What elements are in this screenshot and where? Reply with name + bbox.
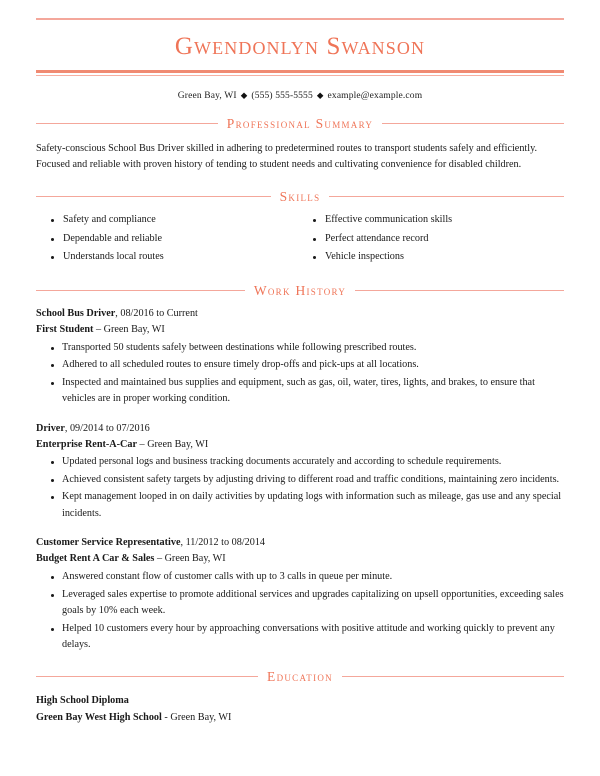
- candidate-name: Gwendonlyn Swanson: [174, 33, 426, 60]
- list-item: Effective communication skills: [310, 212, 564, 229]
- contact-line: [36, 76, 564, 101]
- section-rule-right: [382, 123, 564, 124]
- list-item: Helped 10 customers every hour by approaching conversations with positive attitude and working quickly to prevent any delays.: [48, 621, 564, 654]
- list-item: Dependable and reliable: [48, 231, 300, 248]
- job-title-line: [36, 306, 564, 322]
- list-item: Vehicle inspections: [310, 249, 564, 266]
- education-entry: [36, 693, 564, 726]
- job-bullets: [36, 569, 564, 654]
- job-entry: [36, 306, 564, 408]
- section-title-work-history: Work History: [253, 282, 347, 298]
- job-employer: Enterprise Rent-A-Car: [36, 438, 137, 450]
- job-entry: [36, 421, 564, 523]
- job-entry: [36, 535, 564, 653]
- work-history-list: [36, 306, 564, 654]
- section-title-skills: Skills: [279, 188, 321, 204]
- list-item: Updated personal logs and business tracking documents accurately and according to schedule requirements.: [48, 454, 564, 471]
- section-header-summary: [36, 117, 564, 131]
- job-role: Driver: [36, 422, 65, 434]
- list-item: Transported 50 students safely between destinations while following prescribed routes.: [48, 340, 564, 357]
- job-location: – Green Bay, WI: [93, 323, 165, 335]
- skills-column-right: [300, 212, 564, 268]
- job-dates: , 11/2012 to 08/2014: [180, 537, 266, 549]
- skills-list-right: [310, 212, 564, 266]
- list-item: Answered constant flow of customer calls with up to 3 calls in queue per minute.: [48, 569, 564, 586]
- education-school-line: [36, 710, 564, 727]
- job-bullets: [36, 340, 564, 408]
- job-bullets: [36, 454, 564, 522]
- job-dates: , 09/2014 to 07/2016: [64, 422, 150, 434]
- contact-email: example@example.com: [327, 91, 423, 101]
- section-rule-right: [342, 676, 564, 677]
- job-employer-line: [36, 322, 564, 338]
- contact-phone: (555) 555-5555: [251, 91, 313, 101]
- section-rule-right: [329, 196, 564, 197]
- job-location: – Green Bay, WI: [137, 438, 209, 450]
- education-degree: High School Diploma: [36, 695, 129, 707]
- diamond-separator-icon: ◆: [316, 89, 324, 100]
- job-employer-line: [36, 551, 564, 567]
- list-item: Understands local routes: [48, 249, 300, 266]
- list-item: Inspected and maintained bus supplies and equipment, such as gas, oil, water, tires, lights, and brakes, to ensure that vehicles are in proper working condition.: [48, 375, 564, 408]
- diamond-separator-icon: ◆: [240, 89, 248, 100]
- section-rule-left: [36, 196, 271, 197]
- list-item: Safety and compliance: [48, 212, 300, 229]
- list-item: Adhered to all scheduled routes to ensure timely drop-offs and pick-ups at all locations.: [48, 357, 564, 374]
- job-role: Customer Service Representative: [36, 537, 181, 549]
- skills-list-left: [48, 212, 300, 266]
- skills-column-left: [36, 212, 300, 268]
- list-item: Kept management looped in on daily activities by updating logs with information such as mileage, gas use and any special incidents.: [48, 489, 564, 522]
- job-dates: , 08/2016 to Current: [115, 308, 198, 320]
- job-title-line: [36, 421, 564, 437]
- job-employer: First Student: [36, 323, 94, 335]
- section-rule-left: [36, 123, 218, 124]
- list-item: Achieved consistent safety targets by adjusting driving to different road and traffic conditions, maintaining zero incidents.: [48, 472, 564, 489]
- education-degree-line: [36, 693, 564, 710]
- skills-columns: [36, 212, 564, 268]
- section-rule-right: [355, 290, 564, 291]
- job-employer-line: [36, 437, 564, 453]
- education-school: Green Bay West High School: [36, 711, 162, 723]
- section-header-work-history: [36, 284, 564, 298]
- section-header-education: [36, 670, 564, 684]
- list-item: Perfect attendance record: [310, 231, 564, 248]
- section-rule-left: [36, 676, 258, 677]
- list-item: Leveraged sales expertise to promote additional services and upgrades capitalizing on upsell opportunities, exceeding sales goals by 10% each week.: [48, 587, 564, 620]
- contact-location: Green Bay, WI: [177, 91, 237, 101]
- section-title-education: Education: [267, 668, 333, 684]
- education-location: - Green Bay, WI: [161, 711, 232, 723]
- job-location: – Green Bay, WI: [154, 553, 226, 565]
- job-role: School Bus Driver: [36, 308, 116, 320]
- job-employer: Budget Rent A Car & Sales: [36, 553, 155, 565]
- job-title-line: [36, 535, 564, 551]
- section-header-skills: [36, 190, 564, 204]
- section-rule-left: [36, 290, 245, 291]
- resume-header: [36, 18, 564, 101]
- section-title-summary: Professional Summary: [226, 116, 374, 131]
- summary-text: Safety-conscious School Bus Driver skilled in adhering to predetermined routes to transport students safely and efficiently. Focused and reliable with proven history of tending to student needs and cultivating convenience for disabled children.: [36, 142, 538, 171]
